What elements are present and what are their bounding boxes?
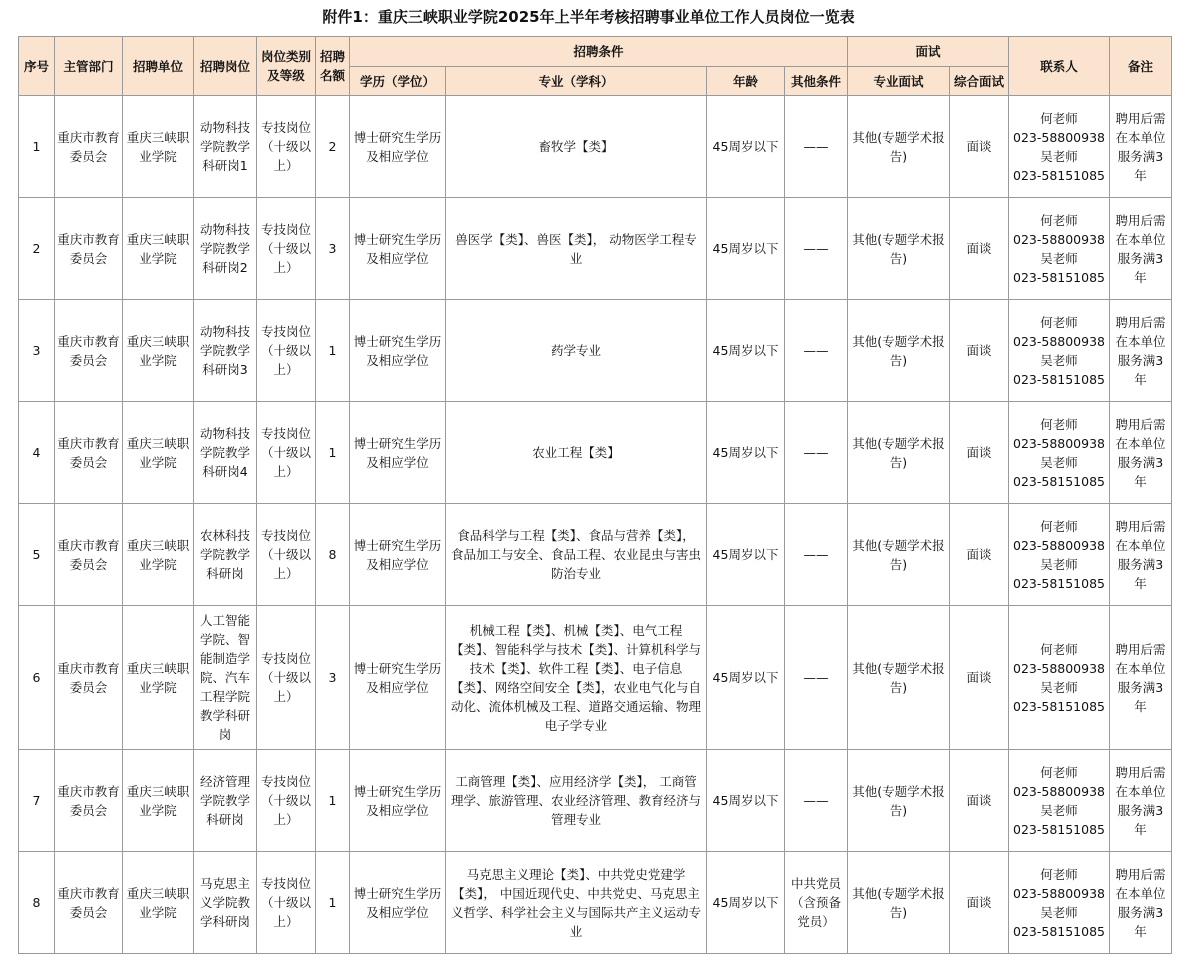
cell-note: 聘用后需在本单位服务满3年 (1110, 300, 1172, 402)
cell-dept: 重庆市教育委员会 (55, 96, 123, 198)
cell-interview-gen: 面谈 (950, 606, 1009, 750)
header-edu: 学历（学位） (350, 67, 446, 96)
cell-contact: 何老师 023-58800938 吴老师 023-58151085 (1009, 504, 1110, 606)
table-row (19, 300, 1172, 402)
table-row (19, 606, 1172, 750)
cell-interview-pro: 其他(专题学术报告) (848, 504, 950, 606)
cell-other: —— (785, 750, 848, 852)
cell-unit: 重庆三峡职业学院 (123, 606, 194, 750)
cell-category: 专技岗位（十级以上） (257, 852, 316, 954)
cell-seq: 5 (19, 504, 55, 606)
cell-unit: 重庆三峡职业学院 (123, 750, 194, 852)
header-interview: 面试 (848, 37, 1009, 67)
cell-other: —— (785, 96, 848, 198)
cell-age: 45周岁以下 (707, 606, 785, 750)
cell-dept: 重庆市教育委员会 (55, 750, 123, 852)
cell-post: 动物科技学院教学科研岗2 (194, 198, 257, 300)
cell-note: 聘用后需在本单位服务满3年 (1110, 402, 1172, 504)
cell-major: 药学专业 (446, 300, 707, 402)
cell-contact: 何老师 023-58800938 吴老师 023-58151085 (1009, 96, 1110, 198)
cell-edu: 博士研究生学历及相应学位 (350, 750, 446, 852)
header-other: 其他条件 (785, 67, 848, 96)
header-age: 年龄 (707, 67, 785, 96)
header-contact: 联系人 (1009, 37, 1110, 96)
cell-major: 机械工程【类】、机械【类】、电气工程【类】、智能科学与技术【类】、计算机科学与技术【类】、软件工程【类】、电子信息【类】、网络空间安全【类】，农业电气化与自动化、流体机械及工程、道路交通运输、物理电子学专业 (446, 606, 707, 750)
cell-seq: 7 (19, 750, 55, 852)
cell-category: 专技岗位（十级以上） (257, 402, 316, 504)
cell-count: 3 (316, 606, 350, 750)
cell-interview-gen: 面谈 (950, 402, 1009, 504)
cell-contact: 何老师 023-58800938 吴老师 023-58151085 (1009, 402, 1110, 504)
cell-interview-pro: 其他(专题学术报告) (848, 96, 950, 198)
cell-edu: 博士研究生学历及相应学位 (350, 504, 446, 606)
header-interview-pro: 专业面试 (848, 67, 950, 96)
cell-count: 8 (316, 504, 350, 606)
header-category: 岗位类别及等级 (257, 37, 316, 96)
cell-count: 3 (316, 198, 350, 300)
cell-category: 专技岗位（十级以上） (257, 750, 316, 852)
cell-age: 45周岁以下 (707, 300, 785, 402)
page-title: 附件1：重庆三峡职业学院2025年上半年考核招聘事业单位工作人员岗位一览表 (322, 8, 855, 26)
header-note: 备注 (1110, 37, 1172, 96)
cell-edu: 博士研究生学历及相应学位 (350, 300, 446, 402)
cell-dept: 重庆市教育委员会 (55, 198, 123, 300)
cell-note: 聘用后需在本单位服务满3年 (1110, 750, 1172, 852)
header-count: 招聘名额 (316, 37, 350, 96)
cell-count: 2 (316, 96, 350, 198)
cell-interview-gen: 面谈 (950, 96, 1009, 198)
cell-contact: 何老师 023-58800938 吴老师 023-58151085 (1009, 606, 1110, 750)
cell-interview-gen: 面谈 (950, 852, 1009, 954)
cell-age: 45周岁以下 (707, 504, 785, 606)
cell-interview-pro: 其他(专题学术报告) (848, 852, 950, 954)
cell-other: —— (785, 402, 848, 504)
header-unit: 招聘单位 (123, 37, 194, 96)
cell-major: 畜牧学【类】 (446, 96, 707, 198)
cell-seq: 6 (19, 606, 55, 750)
cell-contact: 何老师 023-58800938 吴老师 023-58151085 (1009, 852, 1110, 954)
cell-age: 45周岁以下 (707, 750, 785, 852)
cell-note: 聘用后需在本单位服务满3年 (1110, 606, 1172, 750)
cell-category: 专技岗位（十级以上） (257, 96, 316, 198)
cell-edu: 博士研究生学历及相应学位 (350, 852, 446, 954)
cell-count: 1 (316, 852, 350, 954)
cell-unit: 重庆三峡职业学院 (123, 402, 194, 504)
cell-interview-pro: 其他(专题学术报告) (848, 606, 950, 750)
cell-interview-pro: 其他(专题学术报告) (848, 198, 950, 300)
cell-other: —— (785, 606, 848, 750)
cell-interview-gen: 面谈 (950, 300, 1009, 402)
cell-category: 专技岗位（十级以上） (257, 198, 316, 300)
cell-age: 45周岁以下 (707, 198, 785, 300)
table-row (19, 198, 1172, 300)
cell-count: 1 (316, 300, 350, 402)
cell-note: 聘用后需在本单位服务满3年 (1110, 852, 1172, 954)
cell-contact: 何老师 023-58800938 吴老师 023-58151085 (1009, 300, 1110, 402)
cell-category: 专技岗位（十级以上） (257, 300, 316, 402)
positions-table (18, 36, 1172, 954)
cell-note: 聘用后需在本单位服务满3年 (1110, 504, 1172, 606)
cell-unit: 重庆三峡职业学院 (123, 198, 194, 300)
cell-major: 食品科学与工程【类】、食品与营养【类】， 食品加工与安全、食品工程、农业昆虫与害虫防治专业 (446, 504, 707, 606)
cell-seq: 4 (19, 402, 55, 504)
cell-unit: 重庆三峡职业学院 (123, 852, 194, 954)
table-row (19, 852, 1172, 954)
cell-other: 中共党员（含预备党员） (785, 852, 848, 954)
cell-unit: 重庆三峡职业学院 (123, 300, 194, 402)
header-conditions: 招聘条件 (350, 37, 848, 67)
cell-category: 专技岗位（十级以上） (257, 606, 316, 750)
cell-unit: 重庆三峡职业学院 (123, 504, 194, 606)
header-major: 专业（学科） (446, 67, 707, 96)
header-interview-gen: 综合面试 (950, 67, 1009, 96)
cell-post: 人工智能学院、智能制造学院、汽车工程学院教学科研岗 (194, 606, 257, 750)
table-row (19, 750, 1172, 852)
cell-seq: 1 (19, 96, 55, 198)
table-row (19, 504, 1172, 606)
cell-post: 马克思主义学院教学科研岗 (194, 852, 257, 954)
cell-seq: 3 (19, 300, 55, 402)
cell-edu: 博士研究生学历及相应学位 (350, 606, 446, 750)
cell-edu: 博士研究生学历及相应学位 (350, 402, 446, 504)
table-row (19, 402, 1172, 504)
cell-post: 农林科技学院教学科研岗 (194, 504, 257, 606)
cell-dept: 重庆市教育委员会 (55, 402, 123, 504)
cell-dept: 重庆市教育委员会 (55, 504, 123, 606)
cell-other: —— (785, 504, 848, 606)
cell-edu: 博士研究生学历及相应学位 (350, 198, 446, 300)
cell-interview-gen: 面谈 (950, 750, 1009, 852)
cell-count: 1 (316, 402, 350, 504)
cell-interview-gen: 面谈 (950, 504, 1009, 606)
cell-major: 工商管理【类】、应用经济学【类】， 工商管理学、旅游管理、农业经济管理、教育经济与管理专业 (446, 750, 707, 852)
cell-major: 马克思主义理论【类】、中共党史党建学【类】， 中国近现代史、中共党史、马克思主义哲学、科学社会主义与国际共产主义运动专业 (446, 852, 707, 954)
cell-post: 经济管理学院教学科研岗 (194, 750, 257, 852)
cell-other: —— (785, 198, 848, 300)
cell-post: 动物科技学院教学科研岗3 (194, 300, 257, 402)
cell-dept: 重庆市教育委员会 (55, 300, 123, 402)
header-dept: 主管部门 (55, 37, 123, 96)
cell-age: 45周岁以下 (707, 96, 785, 198)
cell-edu: 博士研究生学历及相应学位 (350, 96, 446, 198)
cell-unit: 重庆三峡职业学院 (123, 96, 194, 198)
cell-interview-gen: 面谈 (950, 198, 1009, 300)
cell-dept: 重庆市教育委员会 (55, 852, 123, 954)
cell-post: 动物科技学院教学科研岗1 (194, 96, 257, 198)
cell-age: 45周岁以下 (707, 402, 785, 504)
cell-category: 专技岗位（十级以上） (257, 504, 316, 606)
cell-seq: 8 (19, 852, 55, 954)
cell-contact: 何老师 023-58800938 吴老师 023-58151085 (1009, 198, 1110, 300)
header-seq: 序号 (19, 37, 55, 96)
cell-count: 1 (316, 750, 350, 852)
cell-major: 兽医学【类】、兽医【类】， 动物医学工程专业 (446, 198, 707, 300)
cell-age: 45周岁以下 (707, 852, 785, 954)
table-row (19, 96, 1172, 198)
cell-seq: 2 (19, 198, 55, 300)
cell-other: —— (785, 300, 848, 402)
cell-major: 农业工程【类】 (446, 402, 707, 504)
cell-interview-pro: 其他(专题学术报告) (848, 402, 950, 504)
cell-interview-pro: 其他(专题学术报告) (848, 300, 950, 402)
cell-interview-pro: 其他(专题学术报告) (848, 750, 950, 852)
cell-post: 动物科技学院教学科研岗4 (194, 402, 257, 504)
cell-note: 聘用后需在本单位服务满3年 (1110, 96, 1172, 198)
header-post: 招聘岗位 (194, 37, 257, 96)
cell-note: 聘用后需在本单位服务满3年 (1110, 198, 1172, 300)
cell-dept: 重庆市教育委员会 (55, 606, 123, 750)
cell-contact: 何老师 023-58800938 吴老师 023-58151085 (1009, 750, 1110, 852)
